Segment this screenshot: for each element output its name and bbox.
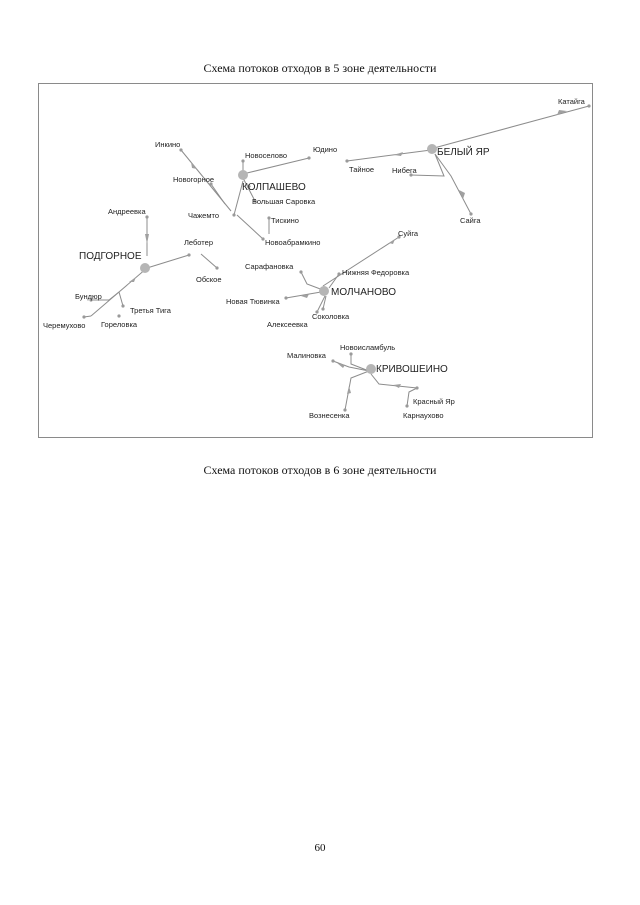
flow-novoabramkino (237, 215, 263, 239)
marker-molchanovo (319, 286, 329, 296)
marker-podgornoe (140, 263, 150, 273)
label-obskoe: Обское (196, 275, 222, 284)
label-novoabramkino: Новоабрамкино (265, 238, 321, 247)
flow-lebotier (147, 255, 189, 268)
label-novaya-tyuvinka: Новая Тювинка (226, 297, 280, 306)
label-kataiga: Катайга (558, 97, 585, 106)
label-nizhnyaya-fedorovka: Нижняя Федоровка (342, 268, 410, 277)
label-lebotier: Леботер (184, 238, 214, 247)
page-number: 60 (314, 842, 326, 854)
map-title-zone6: Схема потоков отходов в 6 зоне деятельности (203, 463, 437, 477)
label-molchanovo: МОЛЧАНОВО (331, 287, 397, 298)
label-bundyur: Бундюр (75, 292, 102, 301)
label-podgornoe: ПОДГОРНОЕ (79, 251, 142, 262)
label-tretya-tiga: Третья Тига (130, 306, 171, 315)
label-gorelovka: Гореловка (101, 320, 138, 329)
waste-flow-map-zone5 (38, 83, 593, 438)
flow-taynoe (347, 150, 431, 161)
label-andreevka: Андреевка (108, 207, 146, 216)
flow-saiga (435, 154, 471, 214)
label-novoselovo: Новоселово (245, 151, 288, 160)
label-novogornoe: Новогорное (173, 175, 215, 184)
label-tiskino: Тискино (271, 216, 299, 225)
flow-obskoe (201, 254, 217, 268)
flow-yudino (247, 158, 309, 173)
label-nibega: Нибега (392, 166, 417, 175)
label-beliy-yar: БЕЛЫЙ ЯР (437, 147, 490, 158)
label-karnaukhovo: Карнаухово (403, 411, 444, 420)
flow-sarafanovka (301, 272, 323, 290)
label-sokolovka: Соколовка (312, 312, 350, 321)
label-bolshaya-sarovka: Большая Саровка (252, 197, 316, 206)
label-inkino: Инкино (155, 140, 181, 149)
map-canvas (39, 84, 594, 439)
marker-krivosheino (366, 364, 376, 374)
label-alekseevka: Алексеевка (267, 320, 308, 329)
label-chazhemto: Чажемто (188, 211, 220, 220)
label-sarafanovka: Сарафановка (245, 262, 294, 271)
label-krivosheino: КРИВОШЕИНО (376, 364, 448, 375)
label-saiga: Сайга (460, 216, 481, 225)
map-title-zone5: Схема потоков отходов в 5 зоне деятельности (203, 61, 437, 75)
flow-novogornoe (211, 184, 225, 204)
flow-krasniy-yar (371, 374, 417, 388)
flow-novaya-tyuvinka (286, 292, 321, 298)
label-krasniy-yar: Красный Яр (413, 397, 455, 406)
flow-suiga (323, 237, 399, 286)
flow-kataiga (434, 106, 589, 148)
label-malinovka: Малиновка (287, 351, 326, 360)
label-kolpashevo: КОЛПАШЕВО (242, 182, 306, 193)
label-cheremuhovo: Черемухово (43, 321, 86, 330)
flow-tretya-tiga (119, 292, 123, 306)
marker-beliy-yar (427, 144, 437, 154)
label-taynoe: Тайное (349, 165, 375, 174)
label-novoislambul: Новоисламбуль (340, 343, 396, 352)
marker-kolpashevo (238, 170, 248, 180)
label-voznesenka: Вознесенка (309, 411, 350, 420)
label-suiga: Суйга (398, 229, 419, 238)
label-yudino: Юдино (313, 145, 338, 154)
